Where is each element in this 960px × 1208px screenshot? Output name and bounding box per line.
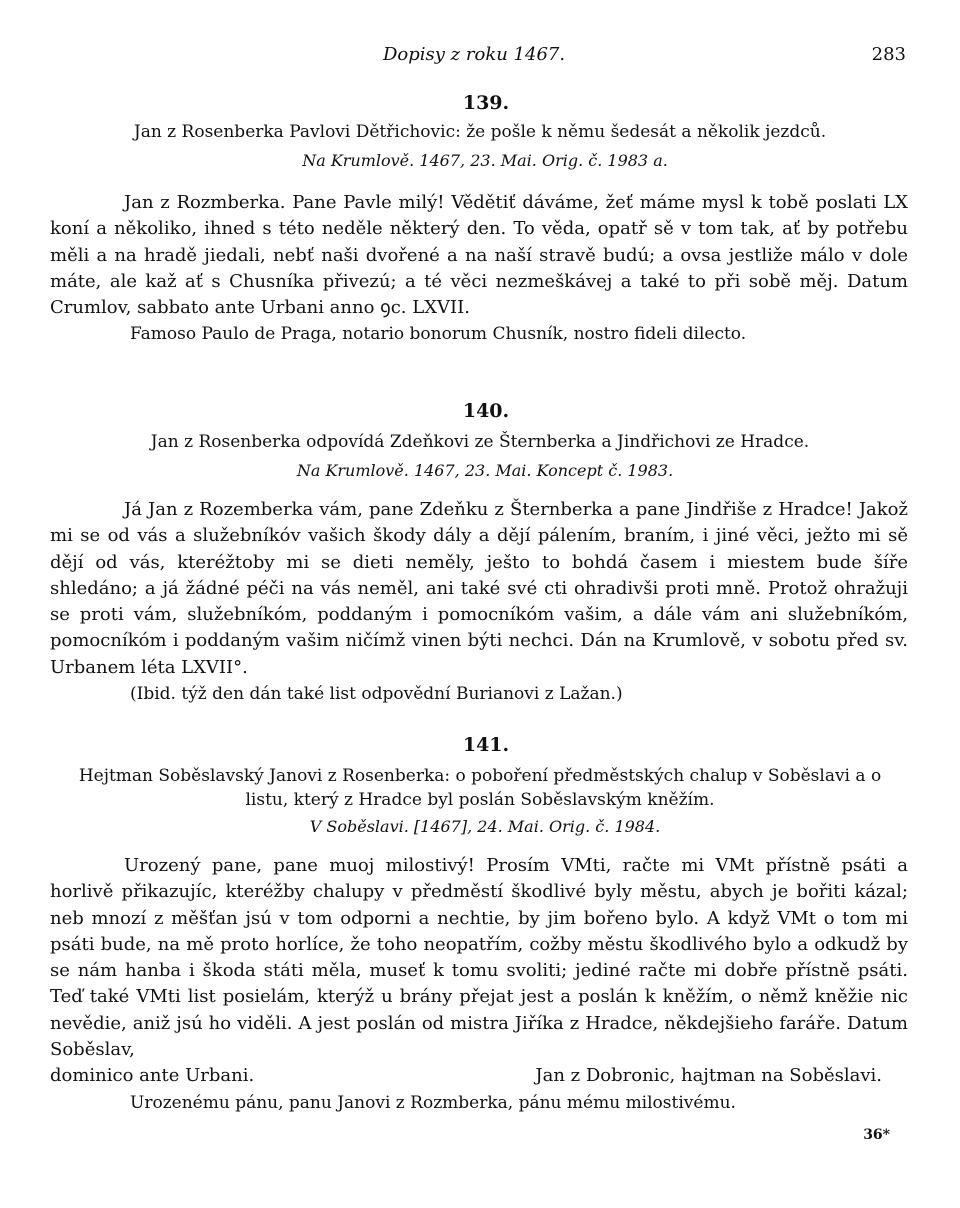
letter-source: Na Krumlově. 1467, 23. Mai. Orig. č. 1983 a. bbox=[302, 151, 668, 170]
letter-141-heading bbox=[0, 732, 960, 840]
letter-source: V Soběslavi. [1467], 24. Mai. Orig. č. 1984. bbox=[309, 817, 661, 836]
letter-address: Famoso Paulo de Praga, notario bonorum Chusník, nostro fideli dilecto. bbox=[130, 324, 747, 345]
letter-summary: Jan z Rosenberka odpovídá Zdeňkovi ze Šternberka a Jindřichovi ze Hradce. bbox=[150, 432, 810, 452]
letter-140-heading bbox=[0, 398, 960, 484]
letter-140-body bbox=[50, 497, 908, 707]
letter-text: Jan z Rozmberka. Pane Pavle milý! Vědětiť dáváme, žeť máme mysl k tobě poslati LX koní a několiko, ihned s této neděle některý den. To věda, opatř sě v tom tak, ať by potřebu měli a na hradě jiedali, nebť naši dvořené a na naší stravě budú; a ovsa jestliže málo v dole máte, ale kaž ať s Chusníka přivezú; a té věci nezmeškávej a také to při sobě měj. Datum Crumlov, sabbato ante Urbani anno ꝯc. LXVII. bbox=[50, 192, 908, 319]
letter-note: (Ibid. týž den dán také list odpovědní Burianovi z Lažan.) bbox=[130, 684, 623, 705]
letter-number: 139. bbox=[462, 92, 510, 114]
closing-row bbox=[50, 1063, 908, 1089]
letter-closing: dominico ante Urbani. bbox=[50, 1065, 255, 1087]
letter-number: 140. bbox=[462, 400, 510, 422]
letter-number: 141. bbox=[462, 734, 510, 756]
letter-text: Já Jan z Rozemberka vám, pane Zdeňku z Šternberka a pane Jindřiše z Hradce! Jakož mi se od vás a služebníkóv vašich škody dály a dějí pálením, braním, i jiné věci, ježto mi sě dějí od vás, kteréžtoby mi se dieti neměly, ješto to bohdá časem i miestem bude šíře shledáno; a já žádné péči na vás neměl, ani také své cti ohradivši proti mně. Protož ohražuji se proti vám, služebníkóm, poddaným i pomocníkóm vašim, a dále vám ani služebníkóm, pomocníkóm i poddaným vašim ničímž vinen býti nechci. Dán na Krumlově, v sobotu před sv. Urbanem léta LXVII°. bbox=[50, 499, 908, 678]
letter-address: Urozenému pánu, panu Janovi z Rozmberka, pánu mému milostivému. bbox=[130, 1092, 736, 1113]
running-header bbox=[0, 44, 960, 72]
letter-source: Na Krumlově. 1467, 23. Mai. Koncept č. 1983. bbox=[296, 461, 674, 480]
letter-141-body bbox=[50, 853, 908, 1116]
page-number: 283 bbox=[871, 44, 906, 65]
letter-signature: Jan z Dobronic, hajtman na Soběslavi. bbox=[535, 1065, 882, 1087]
letter-139-body bbox=[50, 190, 908, 347]
running-title: Dopisy z roku 1467. bbox=[383, 44, 566, 65]
letter-summary: Jan z Rosenberka Pavlovi Dětřichovic: že pošle k němu šedesát a několik jezdců. bbox=[133, 122, 827, 142]
letter-text: Urozený pane, pane muoj milostivý! Prosím VMti, račte mi VMt přístně psáti a horlivě přikazujíc, kteréžby chalupy v předměstí škodlivé byly městu, abych je bořiti kázal; neb mnozí z měšťan jsú v tom odporni a nechtie, by jim bořeno bylo. A když VMt o tom mi psáti bude, na mě proto horlíce, že toho neopatřím, cožby městu škodlivého bylo a odkudž by se nám hanba i škoda státi měla, museť k tomu svoliti; jediné račte mi dobře přístně psáti. Teď také VMti list posielám, kterýž u brány přejat jest a poslán k kněžím, o němž kněžie nic nevědie, aniž jsú ho viděli. A jest poslán od mistra Jiříka z Hradce, někdejšieho faráře. Datum Soběslav, bbox=[50, 855, 908, 1061]
signature-mark: 36* bbox=[863, 1127, 890, 1143]
letter-summary: Hejtman Soběslavský Janovi z Rosenberka: o poboření předměstských chalup v Soběslavi a o listu, který z Hradce byl poslán Soběslavským kněžím. bbox=[78, 766, 882, 810]
letter-139-heading bbox=[0, 90, 960, 174]
